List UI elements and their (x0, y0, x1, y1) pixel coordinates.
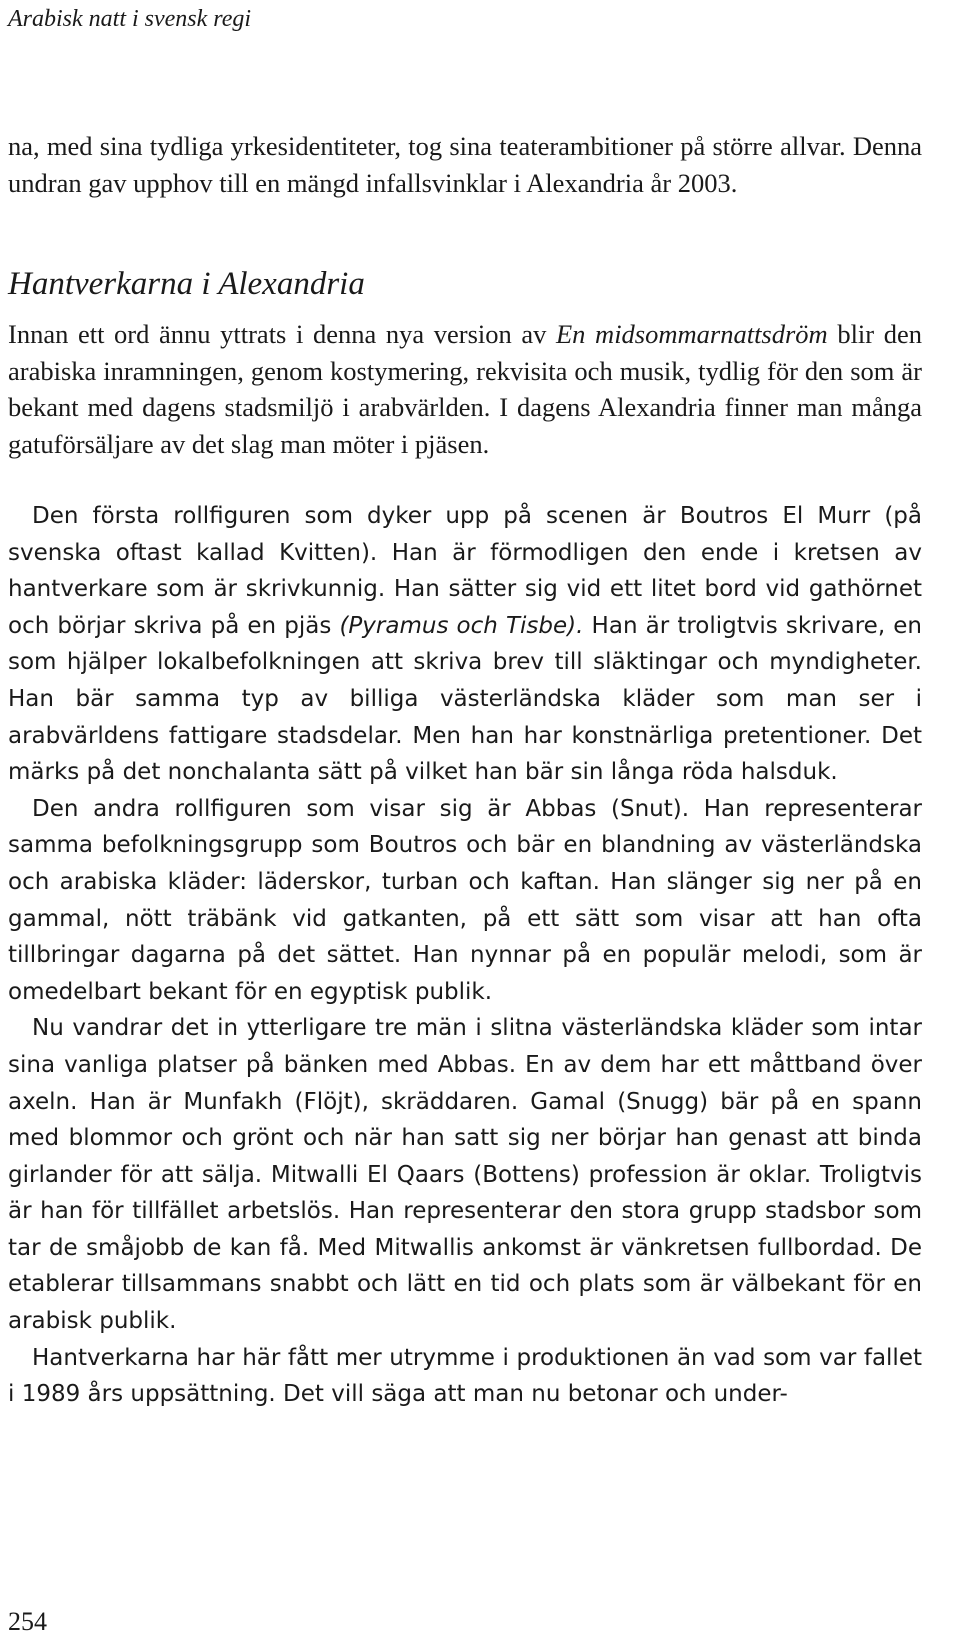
paragraph-text-start: Den första rollfiguren som dyker upp på scenen är Boutros El Murr (på svenska oftast kallad Kvitten). Han är förmodligen den ende i kretsen av hantverkare som är skrivkunnig. Han sätter sig vid ett litet bord vid gathörnet och börjar skriva på en pjäs (8, 503, 922, 639)
paragraph-abbas: Den andra rollfiguren som visar sig är Abbas (Snut). Han representerar samma befolkningsgrupp som Boutros och bär en blandning av västerländska och arabiska kläder: läderskor, turban och kaftan. Han slänger sig ner på en gammal, nött träbänk vid gatkanten, på ett sätt som visar att han ofta tillbringar dagarna på det sättet. Han nynnar på en populär melodi, som är omedelbart bekant för en egyptisk publik. (8, 795, 922, 1005)
paragraph-boutros (8, 498, 922, 791)
paragraph-craftsmen: Nu vandrar det in ytterligare tre män i slitna västerländska kläder som intar sina vanliga platser på bänken med Abbas. En av dem har ett måttband över axeln. Han är Munfakh (Flöjt), skräddaren. Gamal (Snugg) bär på en spann med blommor och grönt och när han satt sig ner börjar han genast att binda girlander för att sälja. Mitwalli El Qaars (Bottens) profession är oklar. Troligtvis är han för tillfället arbetslös. Han representerar den stora grupp stadsbor som tar de småjobb de kan få. Med Mitwallis ankomst är vänkretsen fullbordad. De etablerar tillsammans snabbt och lätt en tid och plats som är välbekant för en arabisk publik. (8, 1015, 922, 1335)
inner-play-title: (Pyramus och Tisbe). (339, 612, 584, 639)
body-text (8, 498, 922, 1413)
opening-paragraph (8, 128, 922, 201)
paragraph-comparison: Hantverkarna har här fått mer utrymme i produktionen än vad som var fallet i 1989 års uppsättning. Det vill säga att man nu betonar och under- (8, 1344, 922, 1408)
paragraph-text-end: Han är troligtvis skrivare, en som hjälper lokalbefolkningen att skriva brev till släktingar och myndigheter. Han bär samma typ av billiga västerländska kläder som man ser i arabvärldens fattigare stadsdelar. Men han har konstnärliga pretentioner. Det märks på det nonchalanta sätt på vilket han bär sin långa röda halsduk. (8, 612, 922, 786)
page-number: 254 (8, 1607, 47, 1636)
running-head: Arabisk natt i svensk regi (8, 6, 252, 32)
section-heading: Hantverkarna i Alexandria (8, 266, 365, 302)
paragraph-text: na, med sina tydliga yrkesidentiteter, tog sina teaterambitioner på större allvar. Denna undran gav upphov till en mängd infallsvinklar i Alexandria år 2003. (8, 131, 922, 198)
intro-text-end: blir den arabiska inramningen, genom kostymering, rekvisita och musik, tydlig för den som är bekant med dagens stadsmiljö i arabvärlden. I dagens Alexandria finner man många gatuförsäljare av det slag man möter i pjäsen. (8, 319, 923, 459)
play-title: En midsommarnattsdröm (556, 319, 828, 349)
intro-paragraph (8, 316, 922, 462)
intro-text-start: Innan ett ord ännu yttrats i denna nya version av (8, 319, 556, 349)
